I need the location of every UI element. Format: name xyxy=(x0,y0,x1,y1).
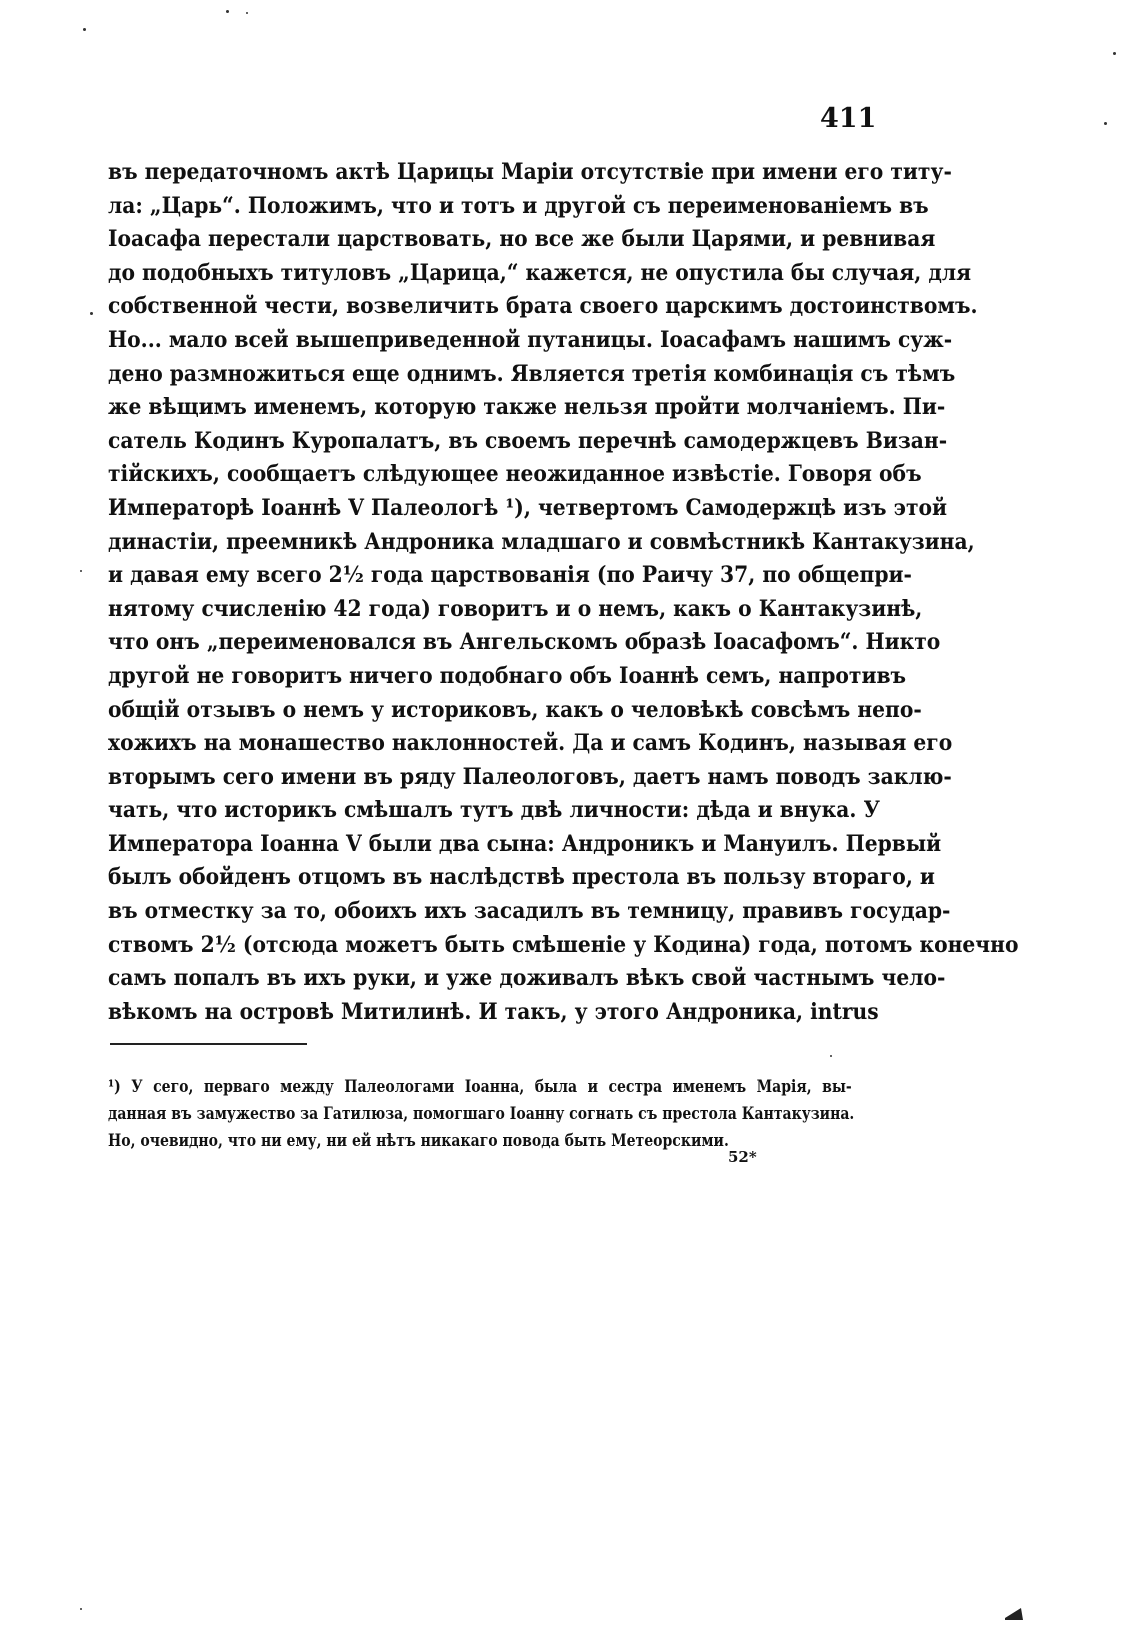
scan-speck xyxy=(80,1608,82,1610)
text-line: до подобныхъ титуловъ „Царица,“ кажется, не опустила бы случая, для xyxy=(108,259,972,286)
page-number: 411 xyxy=(820,103,877,134)
corner-mark-icon xyxy=(1005,1606,1023,1620)
scan-speck xyxy=(246,12,248,14)
text-line: и давая ему всего 2½ года царствованія (по Раичу 37, по общепри- xyxy=(108,562,912,589)
main-text xyxy=(108,156,1019,1029)
text-line: чать, что историкъ смѣшалъ тутъ двѣ личности: дѣда и внука. У xyxy=(108,797,880,824)
text-line: былъ обойденъ отцомъ въ наслѣдствѣ престола въ пользу втораго, и xyxy=(108,864,935,891)
text-line: нятому счисленію 42 года) говоритъ и о немъ, какъ о Кантакузинѣ, xyxy=(108,595,923,622)
footnote-line: Но, очевидно, что ни ему, ни ей нѣтъ никакаго повода быть Метеорскими. xyxy=(108,1131,729,1150)
footnote-line: данная въ замужество за Гатилюза, помогшаго Іоанну согнать съ престола Кантакузина. xyxy=(108,1104,855,1123)
text-line: собственной чести, возвеличить брата своего царскимъ достоинствомъ. xyxy=(108,293,978,320)
text-line: Но... мало всей вышеприведенной путаницы. Іоасафамъ нашимъ суж- xyxy=(108,326,953,353)
footnotes xyxy=(108,1073,855,1154)
printer-signature: 52* xyxy=(728,1148,757,1166)
text-line: ла: „Царь“. Положимъ, что и тотъ и другой съ переименованіемъ въ xyxy=(108,192,929,219)
text-line: что онъ „переименовался въ Ангельскомъ образѣ Іоасафомъ“. Никто xyxy=(108,629,941,656)
text-line: сатель Кодинъ Куропалатъ, въ своемъ перечнѣ самодержцевъ Визан- xyxy=(108,427,948,454)
text-line: Императора Іоанна V были два сына: Андроникъ и Мануилъ. Первый xyxy=(108,830,942,857)
scan-speck xyxy=(83,28,86,31)
text-line: ствомъ 2½ (отсюда можетъ быть смѣшеніе у Кодина) года, потомъ конечно xyxy=(108,931,1019,958)
scan-speck xyxy=(226,10,229,13)
scan-speck xyxy=(830,1055,832,1057)
footnote-line: ¹) У сего, перваго между Палеологами Іоанна, была и сестра именемъ Марія, вы- xyxy=(108,1077,852,1096)
text-line: династіи, преемникѣ Андроника младшаго и совмѣстникѣ Кантакузина, xyxy=(108,528,975,555)
scan-speck xyxy=(1104,122,1107,125)
text-line: тійскихъ, сообщаетъ слѣдующее неожиданное извѣстіе. Говоря объ xyxy=(108,461,922,488)
text-line: Іоасафа перестали царствовать, но все же были Царями, и ревнивая xyxy=(108,226,936,253)
text-line: Императорѣ Іоаннѣ V Палеологѣ ¹), четвертомъ Самодержцѣ изъ этой xyxy=(108,494,948,521)
text-line: вторымъ сего имени въ ряду Палеологовъ, даетъ намъ поводъ заклю- xyxy=(108,763,952,790)
scan-speck xyxy=(1113,52,1116,55)
text-line: въ передаточномъ актѣ Царицы Маріи отсутствіе при имени его титу- xyxy=(108,159,952,185)
text-line: другой не говоритъ ничего подобнаго объ Іоаннѣ семъ, напротивъ xyxy=(108,662,907,689)
text-line: общій отзывъ о немъ у историковъ, какъ о человѣкѣ совсѣмъ непо- xyxy=(108,696,922,723)
scan-speck xyxy=(80,570,82,572)
text-line: вѣкомъ на островѣ Митилинѣ. И такъ, у этого Андроника, intrus xyxy=(108,998,879,1025)
text-line: самъ попалъ въ ихъ руки, и уже доживалъ вѣкъ свой частнымъ чело- xyxy=(108,965,946,992)
text-line: хожихъ на монашество наклонностей. Да и самъ Кодинъ, называя его xyxy=(108,730,953,757)
text-line: же вѣщимъ именемъ, которую также нельзя пройти молчаніемъ. Пи- xyxy=(108,394,946,421)
text-line: въ отместку за то, обоихъ ихъ засадилъ въ темницу, правивъ государ- xyxy=(108,898,951,925)
text-line: дено размножиться еще однимъ. Является третія комбинація съ тѣмъ xyxy=(108,360,956,387)
footnote-divider xyxy=(110,1043,307,1045)
scan-speck xyxy=(90,312,93,315)
